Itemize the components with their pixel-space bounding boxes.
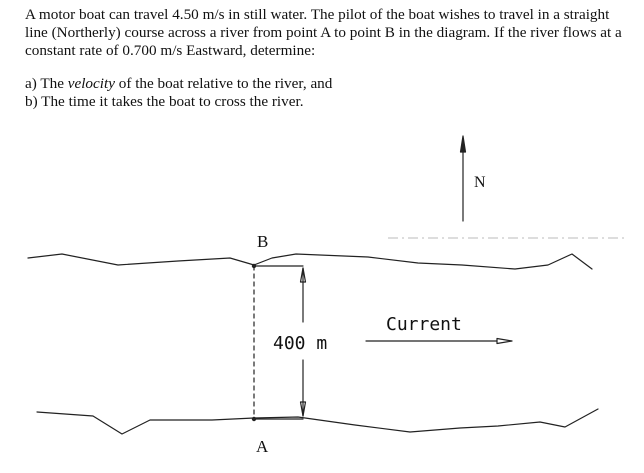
- point-b-dot: [252, 264, 256, 268]
- north-riverbank: [28, 254, 592, 269]
- part-a-suffix: of the boat relative to the river, and: [114, 75, 333, 92]
- part-a-prefix: a) The: [25, 75, 68, 92]
- north-label: N: [474, 174, 486, 191]
- current-label: Current: [386, 314, 462, 335]
- south-riverbank: [37, 409, 598, 434]
- problem-intro: A motor boat can travel 4.50 m/s in still water. The pilot of the boat wishes to travel in a straight line (Northerly) course across a river from point A to point B in the diagram. If the river flows at a constant rate of 0.700 m/s Eastward, determine:: [25, 6, 622, 59]
- question-part-b: b) The time it takes the boat to cross the river.: [25, 93, 304, 110]
- distance-label: 400 m: [273, 333, 328, 354]
- north-arrow-head: [461, 136, 466, 152]
- point-b-label: B: [257, 232, 269, 251]
- point-a-label: A: [256, 437, 269, 456]
- point-a-dot: [252, 417, 256, 421]
- current-arrow-head: [497, 339, 512, 344]
- part-a-emphasis: velocity: [67, 75, 115, 92]
